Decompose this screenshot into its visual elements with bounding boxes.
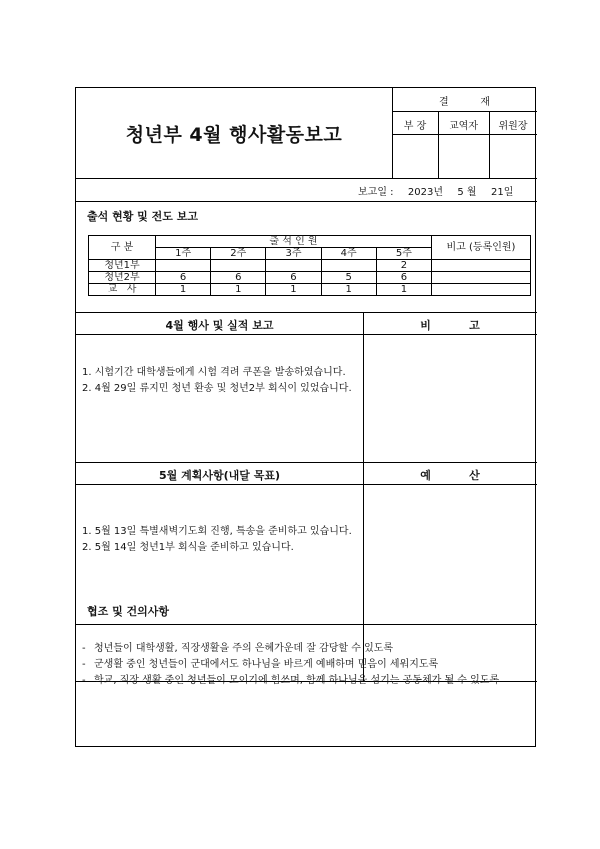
approval-sign-pastor[interactable] — [439, 135, 488, 177]
week-header: 3주 — [266, 248, 321, 260]
attendance-cell: 6 — [156, 272, 211, 284]
attendance-cell — [156, 260, 211, 272]
approval-line-1 — [392, 111, 537, 112]
list-item: 1. 시험기간 대학생들에게 시험 격려 쿠폰을 발송하였습니다. — [82, 367, 346, 378]
attendance-cell: 1 — [211, 284, 266, 296]
week-header: 5주 — [376, 248, 431, 260]
attendance-cell — [321, 260, 376, 272]
table-row — [89, 272, 531, 284]
week-header: 4주 — [321, 248, 376, 260]
may-section-title: 5월 계획사항(내달 목표) — [158, 469, 280, 482]
remark-cell — [432, 272, 531, 284]
attendance-table — [88, 235, 531, 296]
attendance-remark-header: 비고 (등록인원) — [432, 236, 531, 260]
attendance-section-title: 출석 현황 및 전도 보고 — [87, 210, 198, 223]
attendance-cell: 1 — [156, 284, 211, 296]
report-date-day: 21일 — [490, 187, 514, 198]
april-section-title: 4월 행사 및 실적 보고 — [165, 319, 274, 332]
week-header: 1주 — [156, 248, 211, 260]
may-budget-title: 예 산 — [420, 469, 480, 482]
table-row — [89, 284, 531, 296]
divider — [76, 312, 537, 313]
page-title: 청년부 4월 행사활동보고 — [125, 124, 343, 146]
report-date-label: 보고일 : — [358, 187, 394, 198]
row-label: 청년1부 — [89, 260, 156, 272]
list-item: 1. 5월 13일 특별새벽기도회 진행, 특송을 준비하고 있습니다. — [82, 526, 352, 537]
divider — [76, 624, 537, 625]
attendance-cell — [211, 260, 266, 272]
april-remark-area[interactable] — [364, 335, 536, 462]
april-remark-title: 비 고 — [420, 319, 480, 332]
report-form — [75, 87, 536, 747]
may-plan-body — [82, 524, 360, 556]
list-item: - 청년들이 대학생활, 직장생활을 주의 은혜가운데 잘 감당할 수 있도록 — [82, 643, 394, 654]
attendance-cell: 6 — [211, 272, 266, 284]
divider — [76, 178, 537, 179]
cooperation-section-title: 협조 및 건의사항 — [87, 605, 170, 618]
approval-role-chair: 위원장 — [498, 121, 528, 132]
approval-role-head: 부 장 — [403, 121, 427, 132]
week-header: 2주 — [211, 248, 266, 260]
remark-cell — [432, 284, 531, 296]
attendance-cell — [266, 260, 321, 272]
approval-sign-chair[interactable] — [490, 135, 536, 177]
april-report-body — [82, 365, 358, 397]
approval-sign-head[interactable] — [393, 135, 437, 177]
divider — [76, 201, 537, 202]
attendance-cell: 6 — [376, 272, 431, 284]
attendance-category-header: 구 분 — [89, 236, 156, 260]
cooperation-body — [82, 641, 532, 689]
divider — [76, 462, 537, 463]
list-item: - 군생활 중인 청년들이 군대에서도 하나님을 바르게 예배하며 믿음이 세워지도록 — [82, 659, 439, 670]
attendance-cell: 2 — [376, 260, 431, 272]
table-row — [89, 260, 531, 272]
remark-cell — [432, 260, 531, 272]
report-date-month: 5 월 — [457, 187, 477, 198]
list-item: 2. 5월 14일 청년1부 회식을 준비하고 있습니다. — [82, 542, 294, 553]
approval-header: 결 재 — [438, 97, 491, 108]
approval-role-pastor: 교역자 — [449, 121, 478, 132]
attendance-cell: 1 — [321, 284, 376, 296]
row-label: 청년2부 — [89, 272, 156, 284]
list-item: 2. 4월 29일 류지민 청년 환송 및 청년2부 회식이 있었습니다. — [82, 383, 352, 394]
attendance-cell: 6 — [266, 272, 321, 284]
report-date-year: 2023년 — [407, 187, 444, 198]
attendance-cell: 1 — [266, 284, 321, 296]
list-item: - 학교, 직장 생활 중인 청년들이 모이기에 힘쓰며, 함께 하나님을 섬기는 공동체가 될 수 있도록 — [82, 675, 500, 686]
attendance-cell: 1 — [376, 284, 431, 296]
attendance-count-header: 출 석 인 원 — [156, 236, 432, 248]
attendance-cell: 5 — [321, 272, 376, 284]
report-date — [358, 183, 513, 198]
row-label: 교 사 — [89, 284, 156, 296]
